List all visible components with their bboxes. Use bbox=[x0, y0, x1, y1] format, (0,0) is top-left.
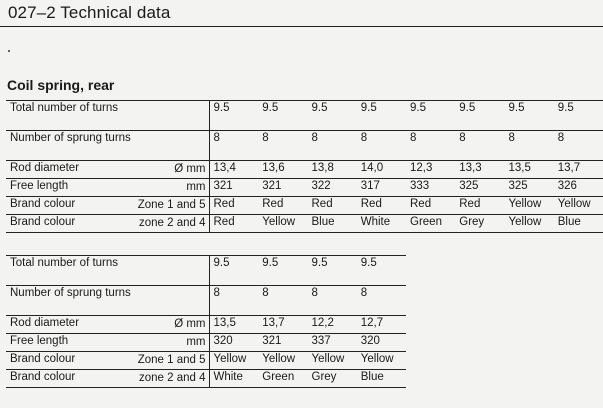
value-cell: 9.5 bbox=[357, 256, 406, 286]
row-label: Rod diameter bbox=[10, 317, 80, 329]
bullet-dot bbox=[8, 50, 10, 52]
row-label: Brand colour bbox=[10, 198, 76, 210]
value-cell: 320 bbox=[357, 334, 406, 352]
row-unit: zone 2 and 4 bbox=[138, 372, 206, 384]
table-row bbox=[6, 334, 406, 352]
row-label-cell bbox=[6, 370, 209, 388]
value-cell: Green bbox=[406, 215, 455, 233]
value-cell: Blue bbox=[308, 215, 357, 233]
value-cell: Red bbox=[455, 197, 504, 215]
value-cell: 12,2 bbox=[308, 316, 357, 334]
row-label-cell bbox=[6, 179, 209, 197]
value-cell: Red bbox=[357, 197, 406, 215]
value-cell: 326 bbox=[554, 179, 603, 197]
value-cell: Yellow bbox=[308, 352, 357, 370]
value-cell: Grey bbox=[455, 215, 504, 233]
table-row bbox=[6, 131, 603, 161]
value-cell: Blue bbox=[554, 215, 603, 233]
value-cell: 13,3 bbox=[455, 161, 504, 179]
row-label-cell bbox=[6, 215, 209, 233]
row-label: Number of sprung turns bbox=[10, 132, 131, 144]
value-cell: Green bbox=[258, 370, 307, 388]
value-cell: 8 bbox=[258, 131, 307, 161]
table-body bbox=[6, 256, 406, 388]
value-cell: 9.5 bbox=[209, 101, 258, 131]
value-cell: 8 bbox=[357, 131, 406, 161]
value-cell: 9.5 bbox=[308, 101, 357, 131]
page-header: 027–2 Technical data bbox=[8, 3, 171, 22]
value-cell: 9.5 bbox=[554, 101, 603, 131]
value-cell: 12,3 bbox=[406, 161, 455, 179]
row-label: Number of sprung turns bbox=[10, 287, 131, 299]
value-cell: 13,5 bbox=[505, 161, 554, 179]
row-unit: Ø mm bbox=[174, 163, 206, 175]
row-unit: mm bbox=[186, 181, 206, 193]
row-unit: zone 2 and 4 bbox=[138, 217, 206, 229]
row-label-cell bbox=[6, 101, 209, 131]
row-unit: mm bbox=[186, 336, 206, 348]
value-cell: 8 bbox=[258, 286, 307, 316]
value-cell: 13,4 bbox=[209, 161, 258, 179]
value-cell: 9.5 bbox=[258, 256, 307, 286]
row-label: Rod diameter bbox=[10, 162, 80, 174]
value-cell: 322 bbox=[308, 179, 357, 197]
value-cell: 8 bbox=[406, 131, 455, 161]
value-cell: Yellow bbox=[258, 215, 307, 233]
value-cell: 8 bbox=[455, 131, 504, 161]
table-row bbox=[6, 316, 406, 334]
value-cell: Yellow bbox=[554, 197, 603, 215]
value-cell: Red bbox=[209, 197, 258, 215]
value-cell: 9.5 bbox=[406, 101, 455, 131]
value-cell: 321 bbox=[258, 334, 307, 352]
value-cell: Red bbox=[406, 197, 455, 215]
value-cell: 8 bbox=[308, 131, 357, 161]
value-cell: 9.5 bbox=[455, 101, 504, 131]
value-cell: 321 bbox=[258, 179, 307, 197]
row-label: Total number of turns bbox=[10, 257, 119, 269]
row-label: Brand colour bbox=[10, 216, 76, 228]
value-cell: 333 bbox=[406, 179, 455, 197]
section-title: Coil spring, rear bbox=[7, 77, 115, 93]
table-row bbox=[6, 352, 406, 370]
value-cell: 9.5 bbox=[357, 101, 406, 131]
table-row bbox=[6, 179, 603, 197]
value-cell: Yellow bbox=[357, 352, 406, 370]
value-cell: Blue bbox=[357, 370, 406, 388]
table-row bbox=[6, 215, 603, 233]
table-row bbox=[6, 101, 603, 131]
value-cell: 14,0 bbox=[357, 161, 406, 179]
row-label-cell bbox=[6, 256, 209, 286]
value-cell: 13,7 bbox=[258, 316, 307, 334]
value-cell: 325 bbox=[455, 179, 504, 197]
value-cell: Red bbox=[209, 215, 258, 233]
row-label: Free length bbox=[10, 335, 69, 347]
row-label: Brand colour bbox=[10, 353, 76, 365]
value-cell: 8 bbox=[308, 286, 357, 316]
row-label-cell bbox=[6, 352, 209, 370]
value-cell: Red bbox=[258, 197, 307, 215]
row-label: Free length bbox=[10, 180, 69, 192]
value-cell: 8 bbox=[505, 131, 554, 161]
value-cell: Yellow bbox=[505, 215, 554, 233]
row-unit: Ø mm bbox=[174, 318, 206, 330]
spec-table-2 bbox=[6, 255, 406, 388]
table-row bbox=[6, 197, 603, 215]
value-cell: 8 bbox=[209, 286, 258, 316]
row-unit: Zone 1 and 5 bbox=[137, 354, 206, 366]
row-label: Total number of turns bbox=[10, 102, 119, 114]
value-cell: 9.5 bbox=[258, 101, 307, 131]
value-cell: White bbox=[357, 215, 406, 233]
value-cell: White bbox=[209, 370, 258, 388]
value-cell: Yellow bbox=[258, 352, 307, 370]
table-row bbox=[6, 161, 603, 179]
row-label-cell bbox=[6, 316, 209, 334]
value-cell: Grey bbox=[308, 370, 357, 388]
row-label-cell bbox=[6, 286, 209, 316]
table-body bbox=[6, 101, 603, 233]
table-row bbox=[6, 370, 406, 388]
row-label-cell bbox=[6, 131, 209, 161]
spec-table-1 bbox=[6, 100, 603, 233]
value-cell: 337 bbox=[308, 334, 357, 352]
value-cell: Yellow bbox=[209, 352, 258, 370]
row-unit: Zone 1 and 5 bbox=[137, 199, 206, 211]
value-cell: 9.5 bbox=[505, 101, 554, 131]
value-cell: 8 bbox=[357, 286, 406, 316]
value-cell: 321 bbox=[209, 179, 258, 197]
row-label-cell bbox=[6, 161, 209, 179]
value-cell: 8 bbox=[554, 131, 603, 161]
value-cell: 13,6 bbox=[258, 161, 307, 179]
value-cell: 9.5 bbox=[308, 256, 357, 286]
row-label-cell bbox=[6, 197, 209, 215]
value-cell: 8 bbox=[209, 131, 258, 161]
value-cell: 9.5 bbox=[209, 256, 258, 286]
value-cell: Red bbox=[308, 197, 357, 215]
value-cell: 320 bbox=[209, 334, 258, 352]
table-row bbox=[6, 256, 406, 286]
row-label-cell bbox=[6, 334, 209, 352]
value-cell: 13,7 bbox=[554, 161, 603, 179]
value-cell: 12,7 bbox=[357, 316, 406, 334]
value-cell: 325 bbox=[505, 179, 554, 197]
value-cell: Yellow bbox=[505, 197, 554, 215]
row-label: Brand colour bbox=[10, 371, 76, 383]
value-cell: 317 bbox=[357, 179, 406, 197]
value-cell: 13,5 bbox=[209, 316, 258, 334]
header-rule bbox=[0, 26, 603, 27]
value-cell: 13,8 bbox=[308, 161, 357, 179]
table-row bbox=[6, 286, 406, 316]
